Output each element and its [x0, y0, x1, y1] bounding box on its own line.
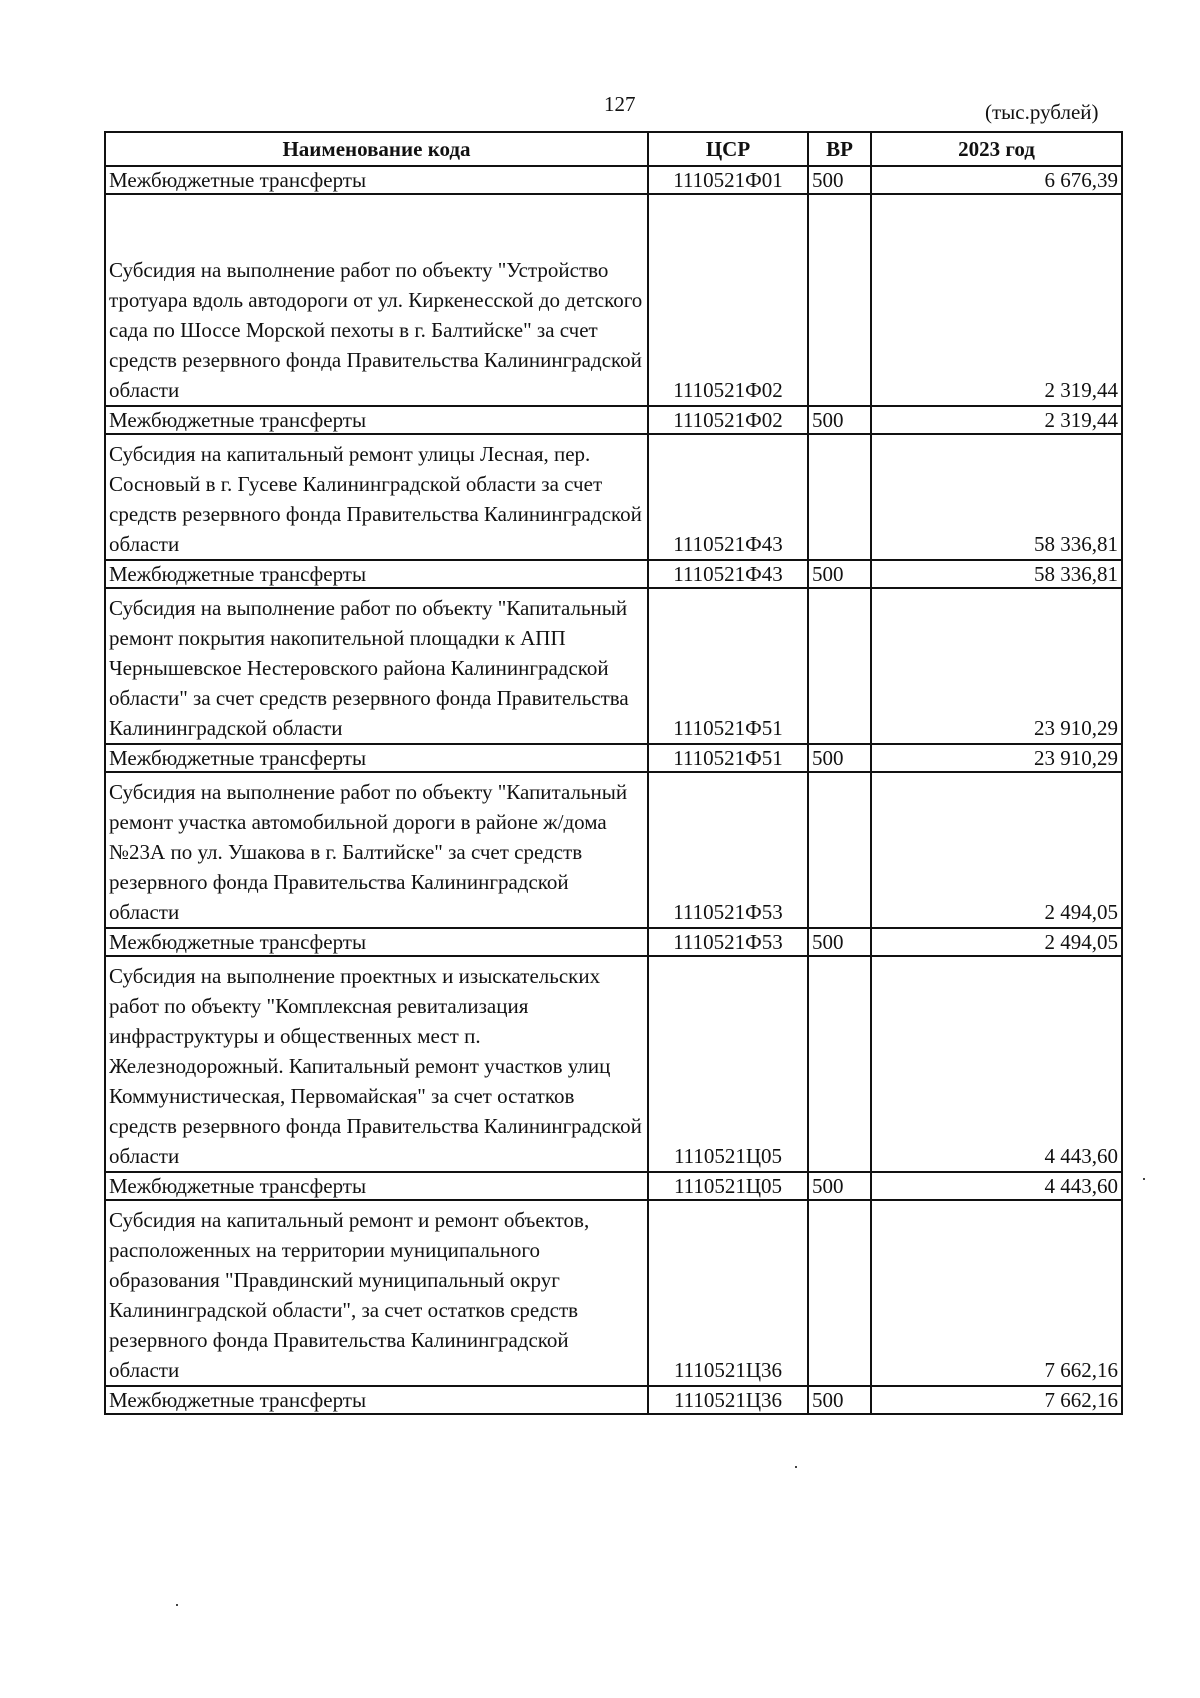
row-csr-cell: 1110521Ц05 — [648, 956, 808, 1172]
row-vr-cell — [808, 194, 871, 406]
table-row — [105, 1386, 1122, 1414]
row-amount-cell: 7 662,16 — [871, 1386, 1122, 1414]
row-vr-cell — [808, 434, 871, 560]
row-vr-cell: 500 — [808, 560, 871, 588]
row-amount-cell: 23 910,29 — [871, 588, 1122, 744]
row-csr-cell: 1110521Ф43 — [648, 434, 808, 560]
row-vr-cell: 500 — [808, 1172, 871, 1200]
row-vr-cell: 500 — [808, 744, 871, 772]
row-name-cell: Межбюджетные трансферты — [105, 744, 648, 772]
units-note: (тыс.рублей) — [985, 100, 1099, 124]
row-amount-cell: 23 910,29 — [871, 744, 1122, 772]
row-csr-cell: 1110521Ф53 — [648, 772, 808, 928]
scan-speck — [176, 1604, 178, 1606]
table-row — [105, 406, 1122, 434]
row-amount-cell: 2 319,44 — [871, 406, 1122, 434]
table-row — [105, 1172, 1122, 1200]
row-csr-cell: 1110521Ц36 — [648, 1200, 808, 1386]
budget-table — [104, 131, 1123, 1415]
row-vr-cell: 500 — [808, 1386, 871, 1414]
row-csr-cell: 1110521Ф51 — [648, 588, 808, 744]
table-row — [105, 772, 1122, 928]
row-csr-cell: 1110521Ф43 — [648, 560, 808, 588]
row-csr-cell: 1110521Ф01 — [648, 166, 808, 194]
row-vr-cell — [808, 772, 871, 928]
scan-speck — [795, 1466, 797, 1468]
row-name-cell: Межбюджетные трансферты — [105, 1172, 648, 1200]
header-vr: ВР — [808, 132, 871, 166]
row-vr-cell: 500 — [808, 406, 871, 434]
table-row — [105, 928, 1122, 956]
header-csr: ЦСР — [648, 132, 808, 166]
row-csr-cell: 1110521Ц05 — [648, 1172, 808, 1200]
row-csr-cell: 1110521Ф02 — [648, 406, 808, 434]
row-csr-cell: 1110521Ф02 — [648, 194, 808, 406]
row-vr-cell — [808, 956, 871, 1172]
row-name-cell: Межбюджетные трансферты — [105, 166, 648, 194]
table-row — [105, 166, 1122, 194]
row-vr-cell: 500 — [808, 166, 871, 194]
row-amount-cell: 58 336,81 — [871, 434, 1122, 560]
table-row — [105, 194, 1122, 406]
table-row — [105, 588, 1122, 744]
row-amount-cell: 4 443,60 — [871, 956, 1122, 1172]
table-row — [105, 434, 1122, 560]
row-name-cell: Субсидия на выполнение работ по объекту "Устройство тротуара вдоль автодороги от ул. Киркенесской до детского сада по Шоссе Морской пехоты в г. Балтийске" за счет средств резервного фонда Правительства Калининградской области — [105, 194, 648, 406]
row-csr-cell: 1110521Ц36 — [648, 1386, 808, 1414]
table-row — [105, 744, 1122, 772]
row-name-cell: Межбюджетные трансферты — [105, 406, 648, 434]
row-vr-cell — [808, 588, 871, 744]
table-row — [105, 560, 1122, 588]
scan-speck — [1143, 1178, 1145, 1180]
row-amount-cell: 7 662,16 — [871, 1200, 1122, 1386]
row-name-cell: Субсидия на выполнение работ по объекту "Капитальный ремонт участка автомобильной дороги в районе ж/дома №23А по ул. Ушакова в г. Балтийске" за счет средств резервного фонда Правительства Калининградской области — [105, 772, 648, 928]
row-vr-cell: 500 — [808, 928, 871, 956]
page-number: 127 — [604, 92, 636, 116]
row-name-cell: Субсидия на выполнение проектных и изыскательских работ по объекту "Комплексная ревитализация инфраструктуры и общественных мест п. Железнодорожный. Капитальный ремонт участков улиц Коммунистическая, Первомайская" за счет остатков средств резервного фонда Правительства Калининградской области — [105, 956, 648, 1172]
row-amount-cell: 6 676,39 — [871, 166, 1122, 194]
row-name-cell: Межбюджетные трансферты — [105, 560, 648, 588]
row-amount-cell: 2 494,05 — [871, 772, 1122, 928]
header-row — [105, 132, 1122, 166]
row-name-cell: Субсидия на капитальный ремонт и ремонт объектов, расположенных на территории муниципального образования "Правдинский муниципальный округ Калининградской области", за счет остатков средств резервного фонда Правительства Калининградской области — [105, 1200, 648, 1386]
row-amount-cell: 4 443,60 — [871, 1172, 1122, 1200]
table-row — [105, 956, 1122, 1172]
row-name-cell: Субсидия на выполнение работ по объекту "Капитальный ремонт покрытия накопительной площадки к АПП Чернышевское Нестеровского района Калининградской области" за счет средств резервного фонда Правительства Калининградской области — [105, 588, 648, 744]
row-amount-cell: 58 336,81 — [871, 560, 1122, 588]
table-body — [105, 166, 1122, 1414]
row-name-cell: Субсидия на капитальный ремонт улицы Лесная, пер. Сосновый в г. Гусеве Калининградской области за счет средств резервного фонда Правительства Калининградской области — [105, 434, 648, 560]
row-name-cell: Межбюджетные трансферты — [105, 928, 648, 956]
row-name-cell: Межбюджетные трансферты — [105, 1386, 648, 1414]
row-csr-cell: 1110521Ф51 — [648, 744, 808, 772]
row-amount-cell: 2 494,05 — [871, 928, 1122, 956]
row-amount-cell: 2 319,44 — [871, 194, 1122, 406]
row-csr-cell: 1110521Ф53 — [648, 928, 808, 956]
row-vr-cell — [808, 1200, 871, 1386]
header-name: Наименование кода — [105, 132, 648, 166]
header-amount: 2023 год — [871, 132, 1122, 166]
table-row — [105, 1200, 1122, 1386]
